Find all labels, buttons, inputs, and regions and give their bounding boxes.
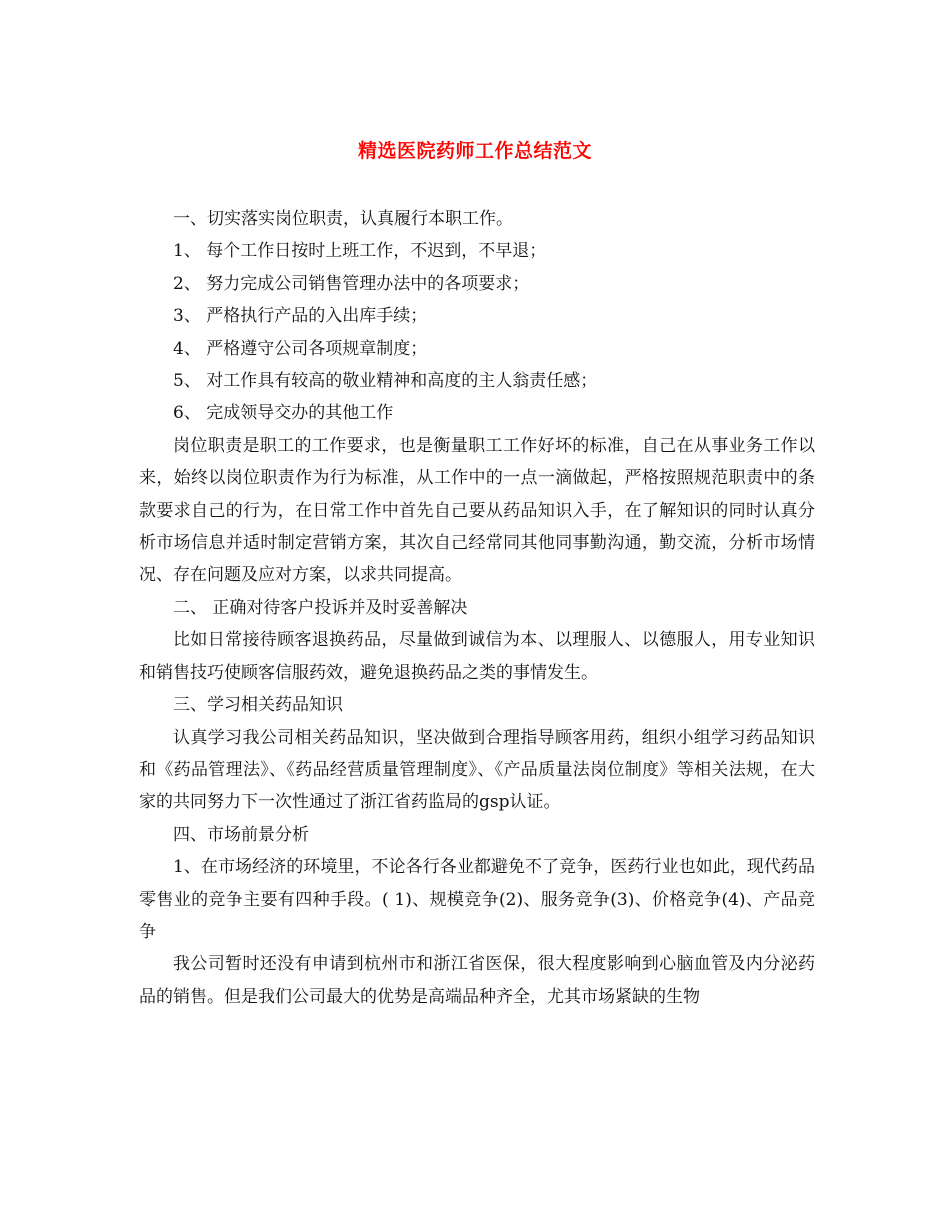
paragraph-job-duties: 岗位职责是职工的工作要求，也是衡量职工工作好坏的标准，自己在从事业务工作以来，始终以岗位职责作为行为标准，从工作中的一点一滴做起，严格按照规范职责中的条款要求自己的行为，在日常工作中首先自己要从药品知识入手，在了解知识的同时认真分析市场信息并适时制定营销方案，其次自己经常同其他同事勤沟通，勤交流，分析市场情况、存在问题及应对方案，以求共同提高。: [139, 435, 815, 586]
list-item-3: 3、 严格执行产品的入出库手续；: [173, 306, 428, 327]
paragraph-knowledge: 认真学习我公司相关药品知识，坚决做到合理指导顾客用药，组织小组学习药品知识和《药品管理法》、《药品经营质量管理制度》、《产品质量法岗位制度》等相关法规，在大家的共同努力下一次性通过了浙江省药监局的gsp认证。: [139, 727, 815, 813]
paragraph-company-status: 我公司暂时还没有申请到杭州市和浙江省医保，很大程度影响到心脑血管及内分泌药品的销售。但是我们公司最大的优势是高端品种齐全，尤其市场紧缺的生物: [139, 954, 815, 1007]
list-item-1: 1、 每个工作日按时上班工作，不迟到，不早退；: [173, 241, 547, 262]
list-item-5: 5、 对工作具有较高的敬业精神和高度的主人翁责任感；: [173, 371, 598, 392]
document-body: [139, 203, 815, 1013]
section-heading-3: 三、学习相关药品知识: [173, 695, 343, 716]
list-item-6: 6、 完成领导交办的其他工作: [173, 403, 394, 424]
document-title: 精选医院药师工作总结范文: [357, 140, 592, 162]
paragraph-market-competition: 1、在市场经济的环境里，不论各行各业都避免不了竞争，医药行业也如此，现代药品零售业的竞争主要有四种手段。( 1)、规模竞争(2)、服务竞争(3)、价格竞争(4)、产品竞争: [139, 857, 815, 942]
list-item-4: 4、 严格遵守公司各项规章制度；: [173, 338, 428, 359]
section-heading-1: 一、切实落实岗位职责，认真履行本职工作。: [173, 209, 513, 229]
section-heading-2: 二、 正确对待客户投诉并及时妥善解决: [173, 597, 468, 618]
list-item-2: 2、 努力完成公司销售管理办法中的各项要求；: [173, 273, 530, 294]
section-heading-4: 四、市场前景分析: [173, 824, 309, 845]
paragraph-complaints: 比如日常接待顾客退换药品，尽量做到诚信为本、以理服人、以德服人，用专业知识和销售技巧使顾客信服药效，避免退换药品之类的事情发生。: [139, 630, 815, 683]
